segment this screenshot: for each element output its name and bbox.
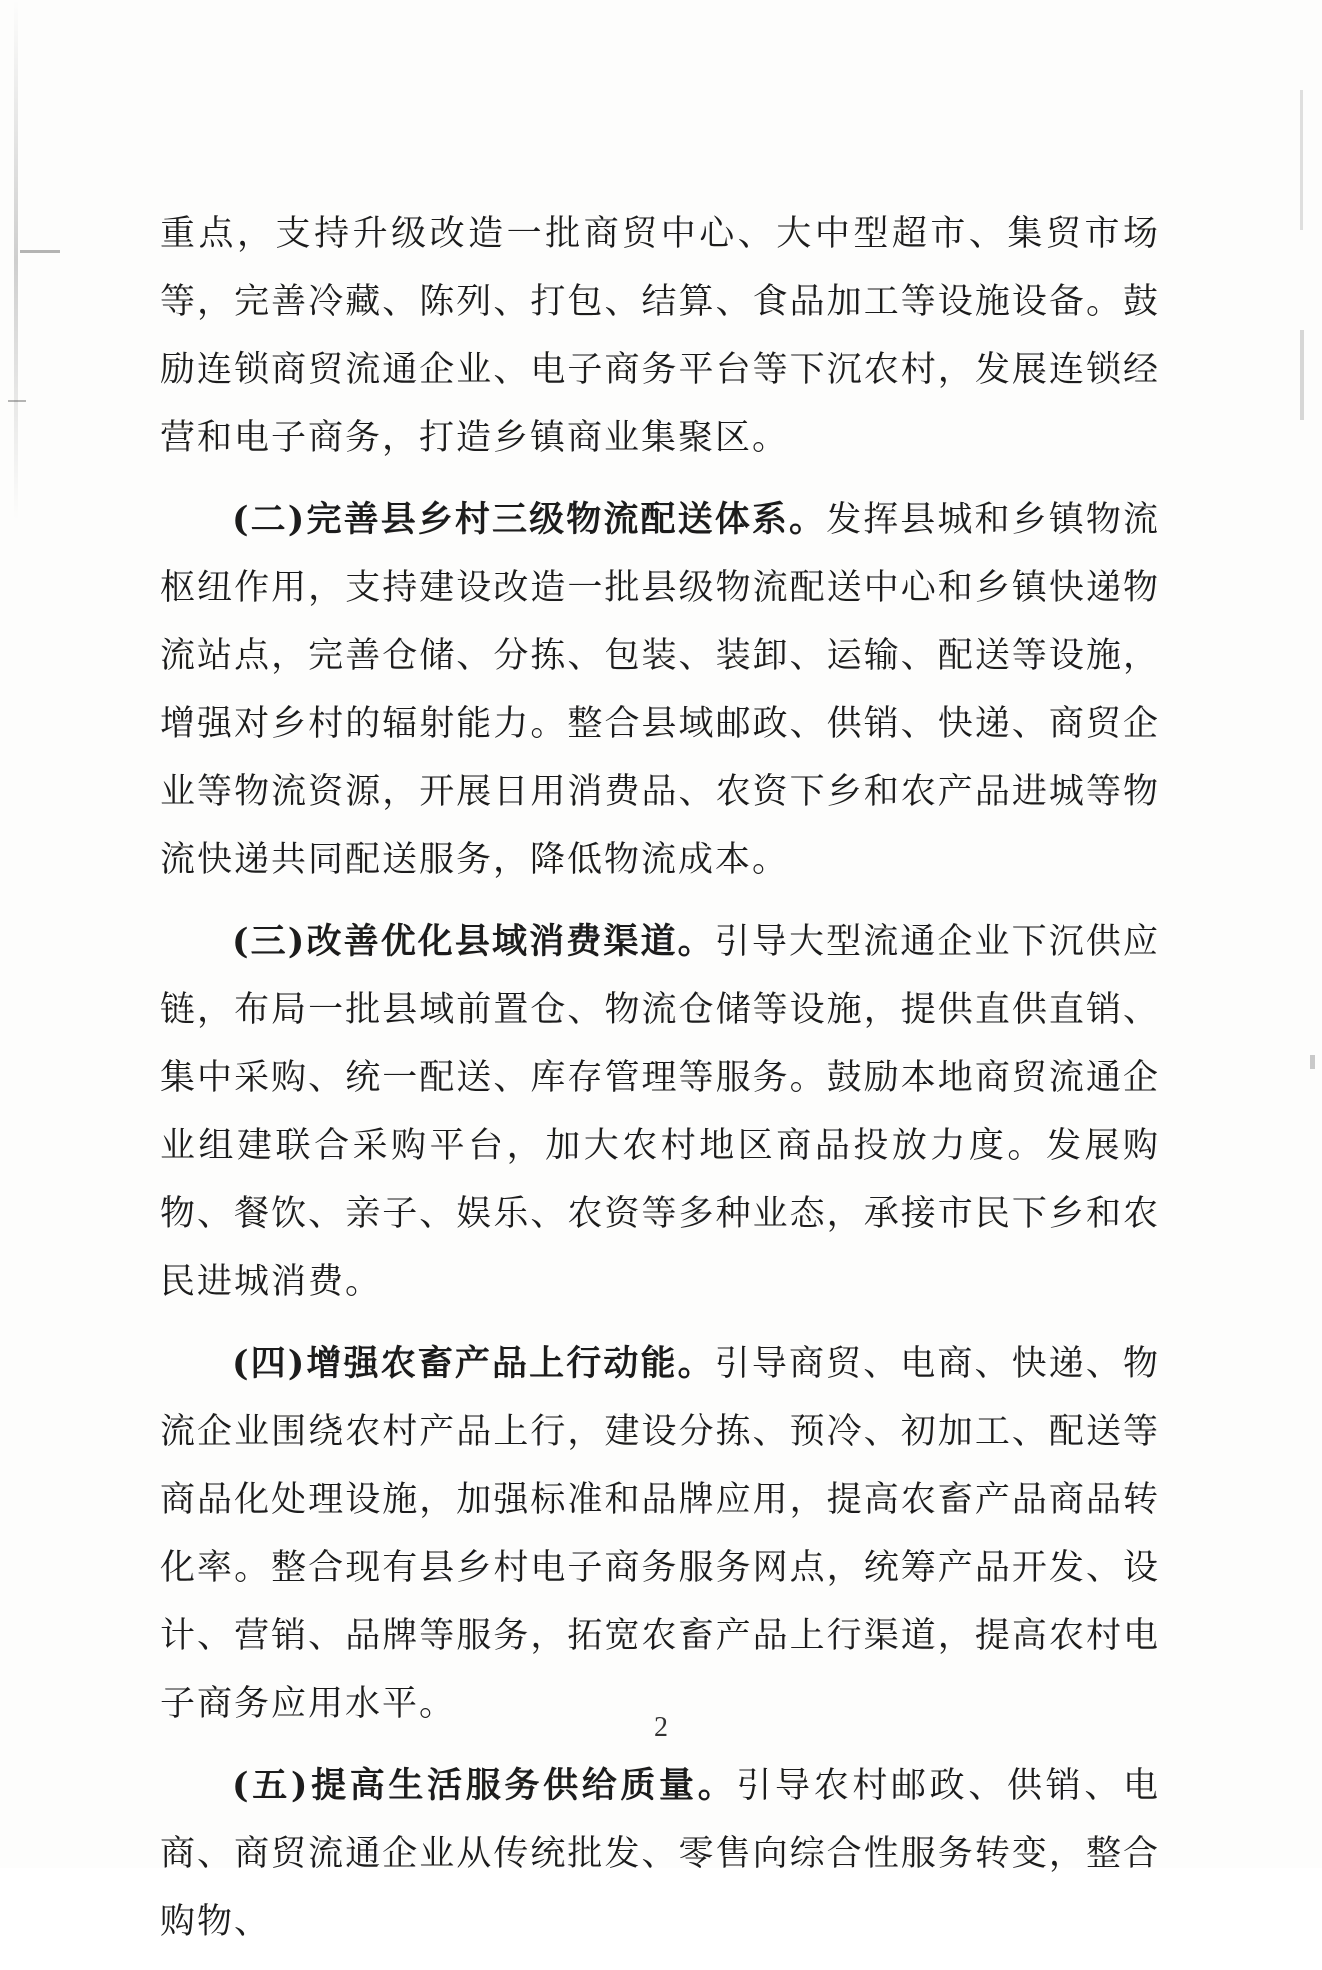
paragraph-section-4 xyxy=(160,1330,1160,1738)
scan-speck xyxy=(20,250,60,253)
section-heading: (三)改善优化县域消费渠道。 xyxy=(232,921,715,962)
paragraph-text: 引导大型流通企业下沉供应链，布局一批县域前置仓、物流仓储等设施，提供直供直销、集中采购、统一配送、库存管理等服务。鼓励本地商贸流通企业组建联合采购平台，加大农村地区商品投放力度。发展购物、餐饮、亲子、娱乐、农资等多种业态，承接市民下乡和农民进城消费。 xyxy=(160,922,1160,1302)
paragraph-section-5 xyxy=(160,1752,1160,1956)
section-heading: (二)完善县乡村三级物流配送体系。 xyxy=(232,499,827,540)
document-body xyxy=(160,200,1160,1970)
section-heading: (五)提高生活服务供给质量。 xyxy=(232,1765,737,1806)
paragraph-text: 引导商贸、电商、快递、物流企业围绕农村产品上行，建设分拣、预冷、初加工、配送等商品化处理设施，加强标准和品牌应用，提高农畜产品商品转化率。整合现有县乡村电子商务服务网点，统筹产品开发、设计、营销、品牌等服务，拓宽农畜产品上行渠道，提高农村电子商务应用水平。 xyxy=(160,1344,1160,1724)
scan-speck xyxy=(1300,90,1303,230)
scan-speck xyxy=(1310,1055,1315,1069)
paragraph-continuation xyxy=(160,200,1160,472)
page-number: 2 xyxy=(654,1712,668,1743)
paragraph-text: 引导农村邮政、供销、电商、商贸流通企业从传统批发、零售向综合性服务转变，整合购物、 xyxy=(160,1766,1160,1942)
paragraph-text: 重点，支持升级改造一批商贸中心、大中型超市、集贸市场等，完善冷藏、陈列、打包、结算、食品加工等设施设备。鼓励连锁商贸流通企业、电子商务平台等下沉农村，发展连锁经营和电子商务，打造乡镇商业集聚区。 xyxy=(160,214,1160,458)
scan-edge-artifact xyxy=(14,0,18,520)
paragraph-section-3 xyxy=(160,908,1160,1316)
paragraph-section-2 xyxy=(160,486,1160,894)
section-heading: (四)增强农畜产品上行动能。 xyxy=(232,1343,715,1384)
scan-speck xyxy=(8,400,26,402)
paragraph-text: 发挥县城和乡镇物流枢纽作用，支持建设改造一批县级物流配送中心和乡镇快递物流站点，完善仓储、分拣、包装、装卸、运输、配送等设施，增强对乡村的辐射能力。整合县域邮政、供销、快递、商贸企业等物流资源，开展日用消费品、农资下乡和农产品进城等物流快递共同配送服务，降低物流成本。 xyxy=(160,500,1160,880)
scan-speck xyxy=(1300,330,1304,420)
